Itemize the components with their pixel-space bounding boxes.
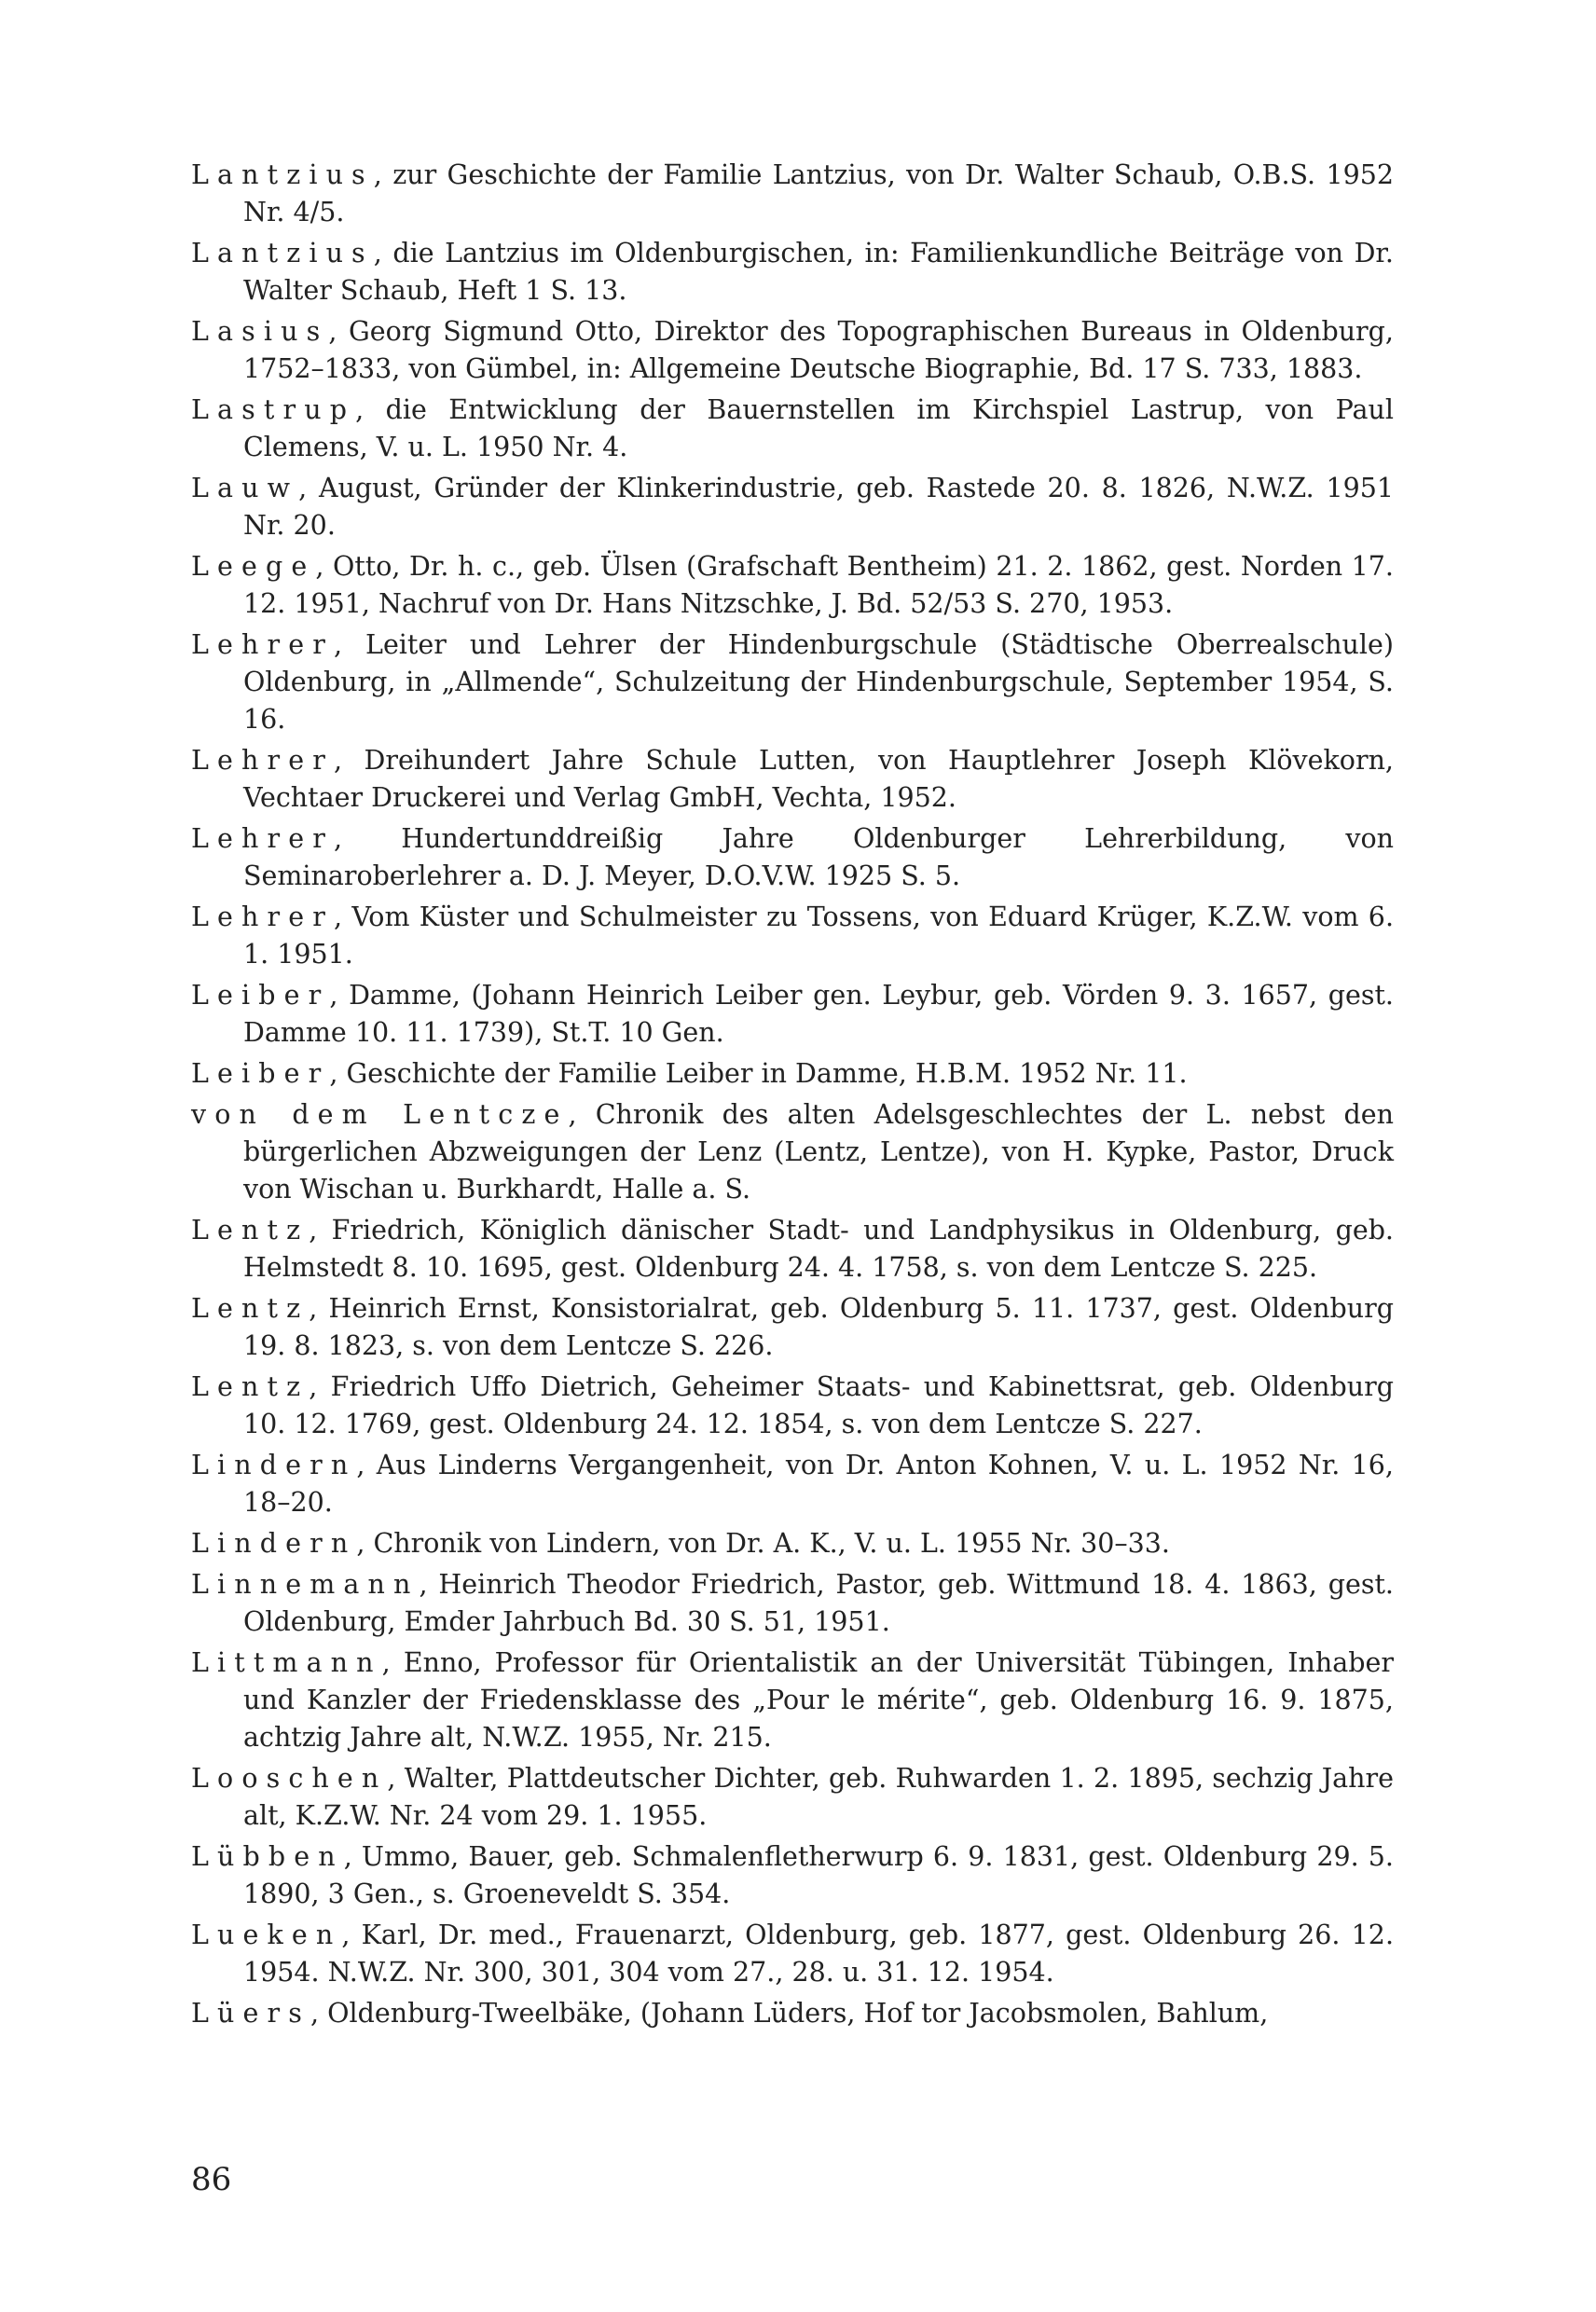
entry-text: , Oldenburg-Tweelbäke, (Johann Lüders, Hof tor Jacobsmolen, Bahlum, bbox=[310, 1998, 1269, 2029]
entry-text: , die Lantzius im Oldenburgischen, in: Familienkundliche Beiträge von Dr. Walter Schaub, Heft 1 S. 13. bbox=[243, 238, 1394, 306]
entry-text: , Otto, Dr. h. c., geb. Ülsen (Grafschaft Bentheim) 21. 2. 1862, gest. Norden 17. 12. 1951, Nachruf von Dr. Hans Nitzschke, J. Bd. 52/53 S. 270, 1953. bbox=[243, 551, 1394, 619]
entry bbox=[191, 1290, 1394, 1365]
entry-text: , Vom Küster und Schulmeister zu Tossens, von Eduard Krüger, K.Z.W. vom 6. 1. 1951. bbox=[243, 901, 1394, 970]
entry-text: , Damme, (Johann Heinrich Leiber gen. Leybur, geb. Vörden 9. 3. 1657, gest. Damme 10. 11. 1739), St.T. 10 Gen. bbox=[243, 980, 1394, 1048]
entry-headword: Lentz bbox=[191, 1371, 310, 1402]
entry-text: , Heinrich Ernst, Konsistorialrat, geb. Oldenburg 5. 11. 1737, gest. Oldenburg 19. 8. 1823, s. von dem Lentcze S. 226. bbox=[243, 1293, 1394, 1361]
entry-headword: Lastrup bbox=[191, 394, 356, 425]
entry-headword: Lantzius bbox=[191, 159, 374, 190]
entry bbox=[191, 742, 1394, 817]
entry-text: , Chronik von Lindern, von Dr. A. K., V. u. L. 1955 Nr. 30–33. bbox=[356, 1528, 1170, 1559]
entry bbox=[191, 235, 1394, 310]
entry-text: , Leiter und Lehrer der Hindenburgschule (Städtische Oberrealschule) Oldenburg, in „Allmende“, Schulzeitung der Hindenburgschule, September 1954, S. 16. bbox=[243, 629, 1394, 735]
entry-text: , Friedrich Uffo Dietrich, Geheimer Staats- und Kabinettsrat, geb. Oldenburg 10. 12. 1769, gest. Oldenburg 24. 12. 1854, s. von dem Lentcze S. 227. bbox=[243, 1371, 1394, 1439]
entry-headword: Lentz bbox=[191, 1215, 310, 1245]
entry-text: , Karl, Dr. med., Frauenarzt, Oldenburg, geb. 1877, gest. Oldenburg 26. 12. 1954. N.W.Z. Nr. 300, 301, 304 vom 27., 28. u. 31. 12. 1954. bbox=[243, 1920, 1394, 1988]
entry bbox=[191, 1995, 1394, 2032]
entry-headword: Lüers bbox=[191, 1998, 310, 2029]
entry-headword: Lantzius bbox=[191, 238, 374, 268]
entry bbox=[191, 548, 1394, 623]
entry-headword: Leiber bbox=[191, 980, 330, 1011]
entry-headword: Lindern bbox=[191, 1528, 357, 1559]
entry-text: , Geschichte der Familie Leiber in Damme, H.B.M. 1952 Nr. 11. bbox=[329, 1058, 1188, 1089]
entry bbox=[191, 392, 1394, 466]
entry-text: , August, Gründer der Klinkerindustrie, geb. Rastede 20. 8. 1826, N.W.Z. 1951 Nr. 20. bbox=[243, 473, 1394, 541]
entry-headword: Lauw bbox=[191, 473, 299, 503]
entry-text: , Chronik des alten Adelsgeschlechtes der L. nebst den bürgerlichen Abzweigungen der Lenz (Lentz, Lentze), von H. Kypke, Pastor, Druck von Wischan u. Burkhardt, Halle a. S. bbox=[243, 1099, 1394, 1204]
entry-headword: Linnemann bbox=[191, 1569, 420, 1600]
entry-headword: Lehrer bbox=[191, 823, 334, 854]
entry-headword: Lasius bbox=[191, 316, 329, 347]
entry bbox=[191, 1212, 1394, 1287]
entry bbox=[191, 1838, 1394, 1913]
entry bbox=[191, 899, 1394, 973]
entry-text: , Ummo, Bauer, geb. Schmalenfletherwurp 6. 9. 1831, gest. Oldenburg 29. 5. 1890, 3 Gen., s. Groeneveldt S. 354. bbox=[243, 1841, 1394, 1909]
entry bbox=[191, 1566, 1394, 1641]
entry-headword: Lindern bbox=[191, 1450, 357, 1480]
entry bbox=[191, 157, 1394, 231]
entry-headword: Lübben bbox=[191, 1841, 344, 1872]
entry-text: , Heinrich Theodor Friedrich, Pastor, geb. Wittmund 18. 4. 1863, gest. Oldenburg, Emder Jahrbuch Bd. 30 S. 51, 1951. bbox=[243, 1569, 1394, 1637]
entry-text: , zur Geschichte der Familie Lantzius, von Dr. Walter Schaub, O.B.S. 1952 Nr. 4/5. bbox=[243, 159, 1394, 227]
entry-headword: Lehrer bbox=[191, 901, 334, 932]
entry-headword: Lehrer bbox=[191, 745, 334, 776]
entry-text: , die Entwicklung der Bauernstellen im Kirchspiel Lastrup, von Paul Clemens, V. u. L. 1950 Nr. 4. bbox=[243, 394, 1394, 462]
entry bbox=[191, 1447, 1394, 1521]
entry-headword: Leiber bbox=[191, 1058, 330, 1089]
entry bbox=[191, 1917, 1394, 1991]
entry-headword: Lehrer bbox=[191, 629, 334, 660]
entry bbox=[191, 1760, 1394, 1835]
entry bbox=[191, 1369, 1394, 1443]
entry-text: , Georg Sigmund Otto, Direktor des Topographischen Bureaus in Oldenburg, 1752–1833, von Gümbel, in: Allgemeine Deutsche Biographie, Bd. 17 S. 733, 1883. bbox=[243, 316, 1394, 384]
entry bbox=[191, 470, 1394, 544]
entry-text: , Hundertunddreißig Jahre Oldenburger Lehrerbildung, von Seminaroberlehrer a. D. J. Meyer, D.O.V.W. 1925 S. 5. bbox=[243, 823, 1394, 891]
entry-text: , Dreihundert Jahre Schule Lutten, von Hauptlehrer Joseph Klövekorn, Vechtaer Druckerei und Verlag GmbH, Vechta, 1952. bbox=[243, 745, 1394, 813]
entry-text: , Aus Linderns Vergangenheit, von Dr. Anton Kohnen, V. u. L. 1952 Nr. 16, 18–20. bbox=[243, 1450, 1394, 1518]
entry bbox=[191, 626, 1394, 738]
entry bbox=[191, 820, 1394, 895]
entry-headword: Looschen bbox=[191, 1763, 388, 1794]
entry bbox=[191, 977, 1394, 1052]
entry bbox=[191, 1525, 1394, 1562]
entry bbox=[191, 1645, 1394, 1756]
page-number: 86 bbox=[191, 2161, 232, 2198]
entry bbox=[191, 1055, 1394, 1093]
entry-headword: Leege bbox=[191, 551, 316, 582]
entry-headword: Lueken bbox=[191, 1920, 342, 1950]
bibliography-list bbox=[191, 157, 1394, 2036]
entry-text: , Friedrich, Königlich dänischer Stadt- und Landphysikus in Oldenburg, geb. Helmstedt 8. 10. 1695, gest. Oldenburg 24. 4. 1758, s. von dem Lentcze S. 225. bbox=[243, 1215, 1394, 1283]
entry bbox=[191, 313, 1394, 388]
entry-text: , Enno, Professor für Orientalistik an der Universität Tübingen, Inhaber und Kanzler der Friedensklasse des „Pour le mérite“, geb. Oldenburg 16. 9. 1875, achtzig Jahre alt, N.W.Z. 1955, Nr. 215. bbox=[243, 1647, 1394, 1753]
entry bbox=[191, 1096, 1394, 1208]
entry-headword: von dem Lentcze bbox=[191, 1099, 569, 1130]
entry-headword: Littmann bbox=[191, 1647, 382, 1678]
entry-headword: Lentz bbox=[191, 1293, 310, 1324]
entry-text: , Walter, Plattdeutscher Dichter, geb. Ruhwarden 1. 2. 1895, sechzig Jahre alt, K.Z.W. Nr. 24 vom 29. 1. 1955. bbox=[243, 1763, 1394, 1831]
